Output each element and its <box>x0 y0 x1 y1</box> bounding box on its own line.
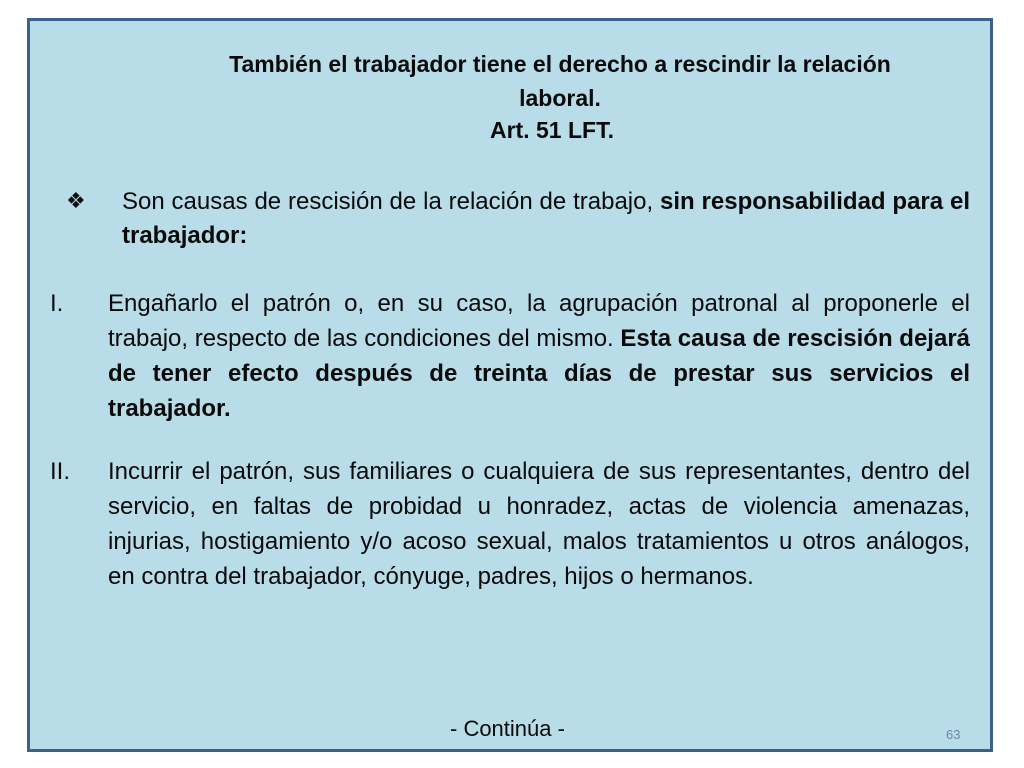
slide-title: También el trabajador tiene el derecho a rescindir la relación laboral. <box>229 51 891 111</box>
bullet-bold-text: sin responsabilidad para el trabajador: <box>122 188 970 249</box>
item-2-text: Incurrir el patrón, sus familiares o cualquiera de sus representantes, dentro del servicio, en faltas de probidad u honradez, actas de violencia amenazas, injurias, hostigamiento y/o acoso sexual, malos tratamientos u otros análogos, en contra del trabajador, cónyuge, padres, hijos o hermanos. <box>108 458 970 590</box>
bullet-text: Son causas de rescisión de la relación de trabajo, <box>122 188 660 215</box>
article-reference: Art. 51 LFT. <box>490 117 614 143</box>
list-item-1 <box>108 286 970 426</box>
item-1-text: Engañarlo el patrón o, en su caso, la agrupación patronal al proponerle el trabajo, respecto de las condiciones del mismo. <box>108 290 970 352</box>
item-number-2: II. <box>50 458 71 485</box>
slide-panel <box>27 18 993 752</box>
item-number-1: I. <box>50 290 64 317</box>
page-number: 63 <box>946 727 961 742</box>
list-item-2 <box>108 454 970 594</box>
diamond-bullet-icon: ❖ <box>66 188 86 213</box>
bullet-paragraph <box>122 185 970 253</box>
continues-label: - Continúa - <box>450 716 565 741</box>
item-1-bold-text: Esta causa de rescisión dejará de tener efecto después de treinta días de prestar sus servicios el trabajador. <box>108 325 971 422</box>
